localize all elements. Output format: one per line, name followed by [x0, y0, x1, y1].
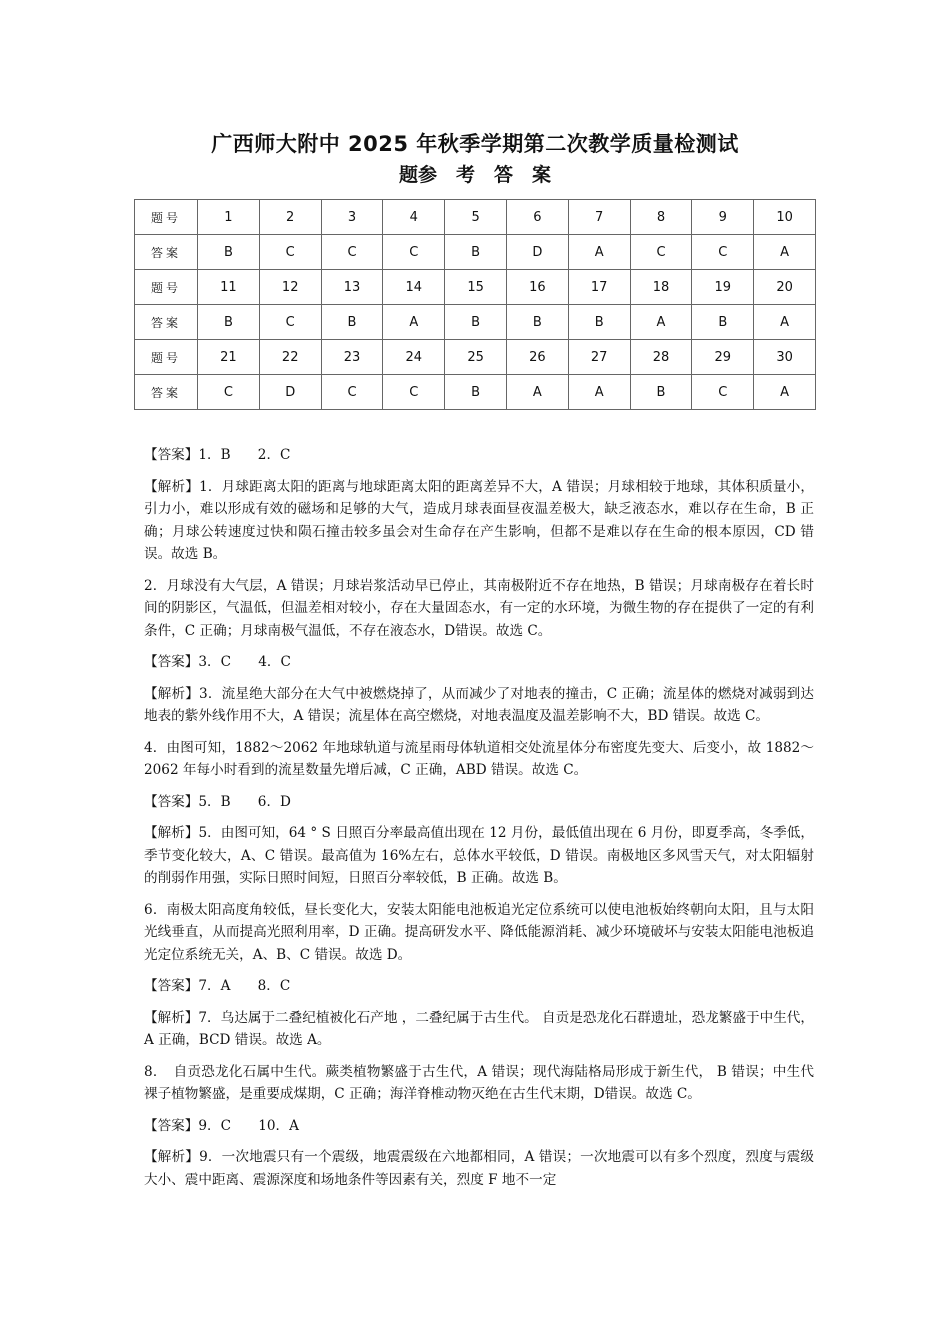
answer-explanations	[144, 444, 814, 1200]
table-cell: 20	[754, 270, 816, 305]
table-cell: B	[445, 375, 507, 410]
table-cell: D	[259, 375, 321, 410]
table-cell: A	[754, 305, 816, 340]
table-cell: 18	[630, 270, 692, 305]
table-cell: 5	[445, 200, 507, 235]
table-cell: 30	[754, 340, 816, 375]
table-cell: 17	[568, 270, 630, 305]
row-header: 答案	[135, 235, 198, 270]
table-cell: 29	[692, 340, 754, 375]
paragraph: 【答案】7．A 8．C	[144, 978, 291, 994]
paragraph: 2．月球没有大气层，A 错误；月球岩浆活动早已停止，其南极附近不存在地热，B 错误；月球南极存在着长时间的阴影区，气温低，但温差相对较小，存在大量固态水，有一定的水环境，为微生物的存在提供了一定的有利条件，C 正确；月球南极气温低，不存在液态水，D错误。故选 C。	[144, 577, 814, 639]
table-cell: 4	[383, 200, 445, 235]
page-subtitle: 题参 考 答 案	[398, 164, 551, 186]
paragraph: 【解析】3．流星绝大部分在大气中被燃烧掉了，从而减少了对地表的撞击，C 正确；流星体的燃烧对减弱到达地表的紫外线作用不大，A 错误；流星体在高空燃烧，对地表温度及温差影响不大，BD 错误。故选 C。	[144, 685, 814, 724]
table-cell: A	[383, 305, 445, 340]
table-row	[135, 235, 816, 270]
table-cell: A	[568, 235, 630, 270]
table-cell: A	[754, 235, 816, 270]
paragraph: 【解析】9．一次地震只有一个震级，地震震级在六地都相同，A 错误；一次地震可以有多个烈度，烈度与震级大小、震中距离、震源深度和场地条件等因素有关，烈度 F 地不一定	[144, 1149, 814, 1188]
table-cell: 2	[259, 200, 321, 235]
table-cell: 6	[506, 200, 568, 235]
answer-table	[134, 199, 816, 410]
table-cell: 14	[383, 270, 445, 305]
table-row	[135, 270, 816, 305]
table-cell: B	[445, 235, 507, 270]
table-cell: D	[506, 235, 568, 270]
table-cell: 12	[259, 270, 321, 305]
table-cell: 25	[445, 340, 507, 375]
paragraph: 【答案】1．B 2．C	[144, 447, 291, 463]
table-cell: 15	[445, 270, 507, 305]
table-cell: A	[568, 375, 630, 410]
table-cell: 27	[568, 340, 630, 375]
table-cell: 19	[692, 270, 754, 305]
page-title: 广西师大附中 2025 年秋季学期第二次教学质量检测试	[211, 132, 739, 156]
table-cell: C	[692, 235, 754, 270]
paragraph: 【解析】7．乌达属于二叠纪植被化石产地 ，二叠纪属于古生代。 自贡是恐龙化石群遗址，恐龙繁盛于中生代，A 正确，BCD 错误。故选 A。	[144, 1009, 814, 1048]
table-cell: B	[445, 305, 507, 340]
table-cell: 7	[568, 200, 630, 235]
table-cell: C	[259, 305, 321, 340]
table-cell: 3	[321, 200, 383, 235]
row-header: 答案	[135, 305, 198, 340]
table-cell: 13	[321, 270, 383, 305]
table-cell: C	[692, 375, 754, 410]
table-cell: B	[198, 235, 260, 270]
row-header: 题号	[135, 270, 198, 305]
table-cell: 10	[754, 200, 816, 235]
paragraph: 6．南极太阳高度角较低，昼长变化大，安装太阳能电池板追光定位系统可以使电池板始终朝向太阳，且与太阳光线垂直，从而提高光照利用率，D 正确。提高研发水平、降低能源消耗、减少环境破坏与安装太阳能电池板追光定位系统无关，A、B、C 错误。故选 D。	[144, 901, 814, 963]
table-cell: C	[321, 235, 383, 270]
table-cell: C	[383, 375, 445, 410]
table-row	[135, 375, 816, 410]
table-cell: B	[692, 305, 754, 340]
paragraph: 【答案】9．C 10．A	[144, 1117, 299, 1134]
table-cell: C	[198, 375, 260, 410]
paragraph: 【解析】1．月球距离太阳的距离与地球距离太阳的距离差异不大，A 错误；月球相较于地球，其体积质量小，引力小，难以形成有效的磁场和足够的大气，造成月球表面昼夜温差极大，缺乏液态水，难以存在生命，B 正确；月球公转速度过快和陨石撞击较多虽会对生命存在产生影响，但都不是难以存在生命的根本原因，CD 错误。故选 B。	[144, 478, 814, 562]
table-row	[135, 305, 816, 340]
table-cell: 8	[630, 200, 692, 235]
row-header: 答案	[135, 375, 198, 410]
table-cell: 28	[630, 340, 692, 375]
table-cell: C	[630, 235, 692, 270]
table-cell: C	[259, 235, 321, 270]
table-cell: C	[383, 235, 445, 270]
table-cell: 26	[506, 340, 568, 375]
row-header: 题号	[135, 200, 198, 235]
table-cell: C	[321, 375, 383, 410]
paragraph: 【解析】5．由图可知，64 ° S 日照百分率最高值出现在 12 月份，最低值出现在 6 月份，即夏季高，冬季低，季节变化较大，A、C 错误。最高值为 16%左右，总体水平较低，D 错误。南极地区多风雪天气，对太阳辐射的削弱作用强，实际日照时间短，日照百分率较低，B 正确。故选 B。	[144, 825, 814, 886]
paragraph: 8． 自贡恐龙化石属中生代。蕨类植物繁盛于古生代，A 错误；现代海陆格局形成于新生代， B 错误；中生代裸子植物繁盛，是重要成煤期，C 正确；海洋脊椎动物灭绝在古生代末期，D错误。故选 C。	[144, 1063, 814, 1102]
table-cell: A	[506, 375, 568, 410]
table-cell: B	[321, 305, 383, 340]
table-cell: 24	[383, 340, 445, 375]
table-cell: B	[506, 305, 568, 340]
paragraph: 【答案】3．C 4．C	[144, 654, 291, 670]
table-cell: B	[568, 305, 630, 340]
table-cell: 1	[198, 200, 260, 235]
table-cell: 23	[321, 340, 383, 375]
table-row	[135, 200, 816, 235]
table-cell: 21	[198, 340, 260, 375]
row-header: 题号	[135, 340, 198, 375]
table-cell: A	[630, 305, 692, 340]
table-cell: 9	[692, 200, 754, 235]
table-cell: B	[630, 375, 692, 410]
table-cell: B	[198, 305, 260, 340]
table-cell: 11	[198, 270, 260, 305]
table-cell: A	[754, 375, 816, 410]
table-cell: 22	[259, 340, 321, 375]
table-cell: 16	[506, 270, 568, 305]
paragraph: 4．由图可知，1882～2062 年地球轨道与流星雨母体轨道相交处流星体分布密度先变大、后变小，故 1882～2062 年每小时看到的流星数量先增后减，C 正确，ABD 错误。故选 C。	[144, 739, 814, 778]
paragraph: 【答案】5．B 6．D	[144, 793, 291, 810]
table-row	[135, 340, 816, 375]
